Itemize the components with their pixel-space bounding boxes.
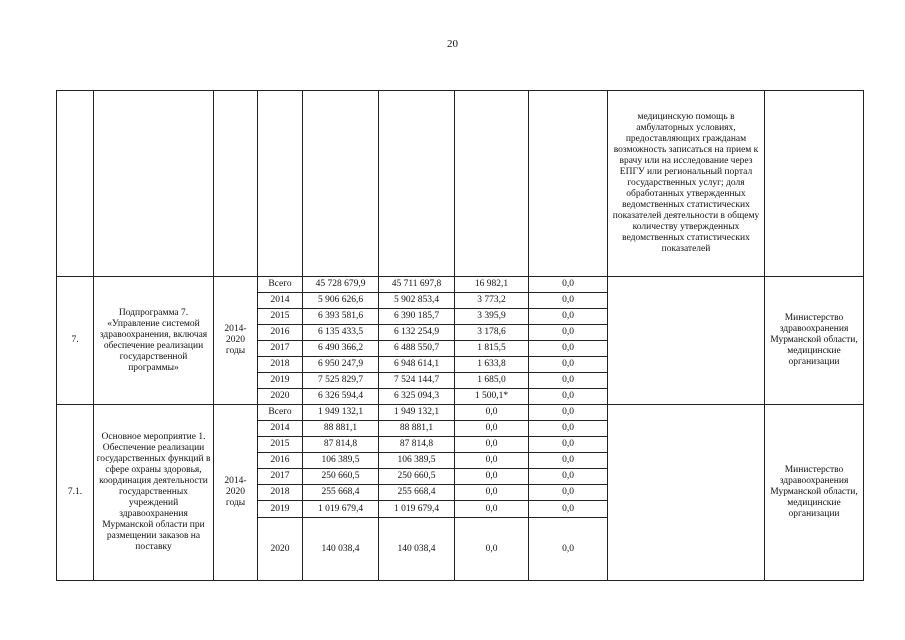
federal-cell: 1 685,0	[455, 373, 529, 389]
regional-cell: 88 881,1	[379, 421, 455, 437]
year-cell: Всего	[258, 277, 303, 293]
regional-cell: 6 488 550,7	[379, 341, 455, 357]
year-cell: 2018	[258, 485, 303, 501]
other-cell: 0,0	[529, 501, 608, 518]
federal-cell: 16 982,1	[455, 277, 529, 293]
federal-cell: 0,0	[455, 518, 529, 581]
federal-cell: 3 773,2	[455, 293, 529, 309]
carryover-other-cell	[529, 91, 608, 277]
total-cell: 6 135 433,5	[303, 325, 379, 341]
other-cell: 0,0	[529, 373, 608, 389]
year-cell: 2017	[258, 469, 303, 485]
other-cell: 0,0	[529, 405, 608, 421]
page-number: 20	[447, 38, 458, 50]
regional-cell: 255 668,4	[379, 485, 455, 501]
federal-cell: 1 500,1*	[455, 389, 529, 405]
federal-cell: 1 815,5	[455, 341, 529, 357]
regional-cell: 1 949 132,1	[379, 405, 455, 421]
year-cell: 2016	[258, 453, 303, 469]
regional-cell: 6 325 094,3	[379, 389, 455, 405]
regional-cell: 7 524 144,7	[379, 373, 455, 389]
total-cell: 6 393 581,6	[303, 309, 379, 325]
total-cell: 6 950 247,9	[303, 357, 379, 373]
year-cell: 2019	[258, 501, 303, 518]
other-cell: 0,0	[529, 518, 608, 581]
total-cell: 87 814,8	[303, 437, 379, 453]
total-cell: 88 881,1	[303, 421, 379, 437]
year-cell: 2019	[258, 373, 303, 389]
other-cell: 0,0	[529, 485, 608, 501]
carryover-num-cell	[57, 91, 94, 277]
carryover-indicator-text: медицинскую помощь в амбулаторных условиях, предоставляющих гражданам возможность записаться на прием к врачу или на исследование через ЕПГУ или региональный портал государственных услуг; доля обработанных утвержденных ведомственных статистических показателей деятельности в общему количеству утвержденных ведомственных статистических показателей	[608, 91, 765, 277]
measure-name: Основное мероприятие 1. Обеспечение реализации государственных функций в сфере охраны здоровья, координация деятельности государственных учреждений здравоохранения Мурманской области при размещении заказов на поставку	[94, 405, 214, 581]
carryover-name-cell	[94, 91, 214, 277]
regional-cell: 87 814,8	[379, 437, 455, 453]
carryover-federal-cell	[455, 91, 529, 277]
year-cell: Всего	[258, 405, 303, 421]
year-cell: 2014	[258, 293, 303, 309]
other-cell: 0,0	[529, 437, 608, 453]
regional-cell: 140 038,4	[379, 518, 455, 581]
program-table	[56, 90, 864, 581]
total-cell: 1 019 679,4	[303, 501, 379, 518]
total-cell: 6 490 366,2	[303, 341, 379, 357]
table-row	[57, 405, 864, 421]
federal-cell: 0,0	[455, 405, 529, 421]
regional-cell: 45 711 697,8	[379, 277, 455, 293]
federal-cell: 3 178,6	[455, 325, 529, 341]
other-cell: 0,0	[529, 421, 608, 437]
executor: Министерство здравоохранения Мурманской области, медицинские организации	[765, 405, 864, 581]
other-cell: 0,0	[529, 293, 608, 309]
regional-cell: 1 019 679,4	[379, 501, 455, 518]
federal-cell: 0,0	[455, 437, 529, 453]
year-cell: 2015	[258, 437, 303, 453]
total-cell: 1 949 132,1	[303, 405, 379, 421]
row-number: 7.	[57, 277, 94, 405]
year-cell: 2020	[258, 389, 303, 405]
row-number: 7.1.	[57, 405, 94, 581]
total-cell: 255 668,4	[303, 485, 379, 501]
federal-cell: 1 633,8	[455, 357, 529, 373]
carryover-regional-cell	[379, 91, 455, 277]
other-cell: 0,0	[529, 453, 608, 469]
regional-cell: 6 132 254,9	[379, 325, 455, 341]
year-cell: 2014	[258, 421, 303, 437]
other-cell: 0,0	[529, 277, 608, 293]
table-row	[57, 277, 864, 293]
federal-cell: 0,0	[455, 485, 529, 501]
federal-cell: 0,0	[455, 469, 529, 485]
other-cell: 0,0	[529, 341, 608, 357]
regional-cell: 106 389,5	[379, 453, 455, 469]
year-cell: 2015	[258, 309, 303, 325]
measure-name: Подпрограмма 7. «Управление системой здравоохранения, включая обеспечение реализации государственной программы»	[94, 277, 214, 405]
indicator-cell	[608, 277, 765, 405]
total-cell: 7 525 829,7	[303, 373, 379, 389]
year-cell: 2020	[258, 518, 303, 581]
other-cell: 0,0	[529, 357, 608, 373]
carryover-year-cell	[258, 91, 303, 277]
federal-cell: 0,0	[455, 421, 529, 437]
other-cell: 0,0	[529, 325, 608, 341]
carryover-total-cell	[303, 91, 379, 277]
year-cell: 2016	[258, 325, 303, 341]
period: 2014-2020 годы	[214, 277, 258, 405]
regional-cell: 6 948 614,1	[379, 357, 455, 373]
total-cell: 106 389,5	[303, 453, 379, 469]
carryover-row	[57, 91, 864, 277]
federal-cell: 3 395,9	[455, 309, 529, 325]
indicator-cell	[608, 405, 765, 581]
carryover-executor-cell	[765, 91, 864, 277]
total-cell: 140 038,4	[303, 518, 379, 581]
total-cell: 5 906 626,6	[303, 293, 379, 309]
other-cell: 0,0	[529, 389, 608, 405]
regional-cell: 5 902 853,4	[379, 293, 455, 309]
federal-cell: 0,0	[455, 453, 529, 469]
regional-cell: 6 390 185,7	[379, 309, 455, 325]
total-cell: 45 728 679,9	[303, 277, 379, 293]
federal-cell: 0,0	[455, 501, 529, 518]
total-cell: 6 326 594,4	[303, 389, 379, 405]
regional-cell: 250 660,5	[379, 469, 455, 485]
carryover-period-cell	[214, 91, 258, 277]
total-cell: 250 660,5	[303, 469, 379, 485]
period: 2014-2020 годы	[214, 405, 258, 581]
executor: Министерство здравоохранения Мурманской области, медицинские организации	[765, 277, 864, 405]
year-cell: 2017	[258, 341, 303, 357]
other-cell: 0,0	[529, 309, 608, 325]
year-cell: 2018	[258, 357, 303, 373]
other-cell: 0,0	[529, 469, 608, 485]
